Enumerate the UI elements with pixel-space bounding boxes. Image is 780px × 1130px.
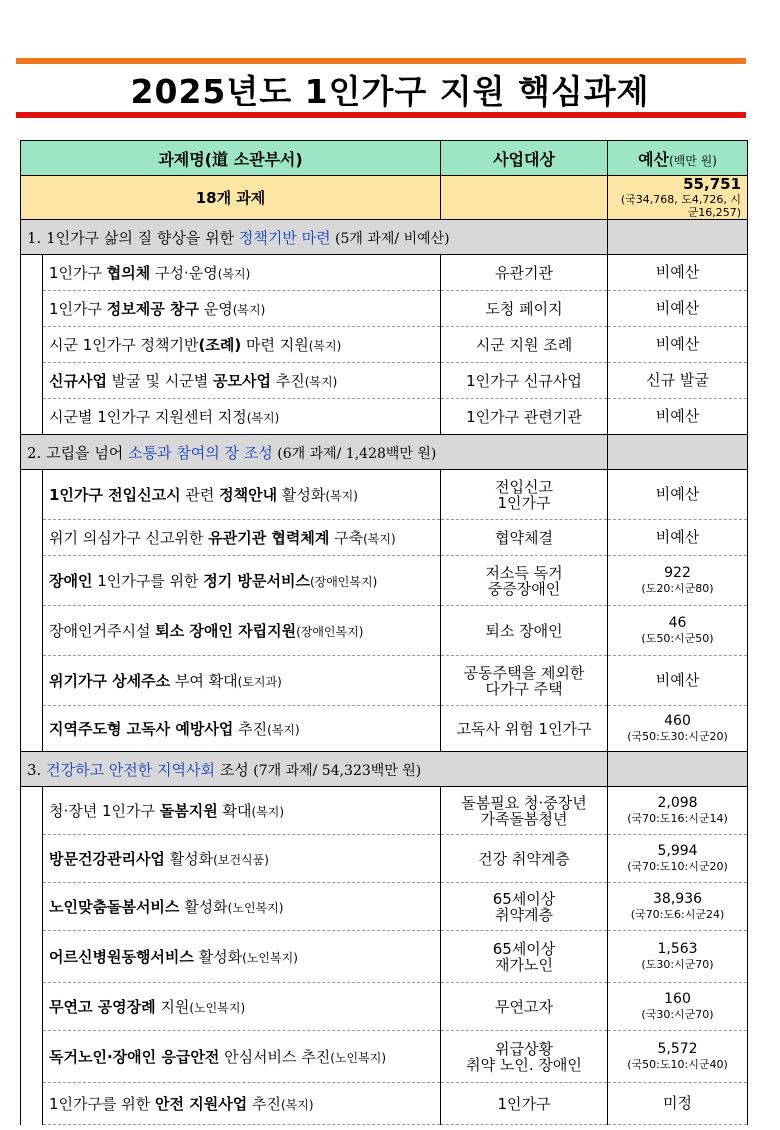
task-budget-detail: (도50:시군50) bbox=[641, 631, 714, 645]
task-name-text: 시군별 1인가구 지원센터 지정 bbox=[49, 408, 247, 426]
table-row bbox=[21, 883, 748, 931]
task-target bbox=[441, 363, 608, 399]
summary-count: 18개 과제 bbox=[21, 176, 441, 220]
task-target bbox=[441, 399, 608, 435]
task-target-text bbox=[447, 891, 601, 923]
title-bottom-bar bbox=[16, 112, 746, 118]
task-name-text: 1인가구 bbox=[49, 264, 107, 282]
task-name-bold: 무연고 공영장례 bbox=[49, 998, 156, 1016]
task-target-line: 도청 페이지 bbox=[485, 299, 563, 318]
task-budget-value: 38,936 bbox=[653, 890, 703, 907]
task-target-line: 1인가구 신규사업 bbox=[466, 371, 582, 390]
task-name-text: 활성화 bbox=[193, 948, 243, 966]
task-name-text: 1인가구를 위한 bbox=[92, 572, 204, 590]
summary-budget bbox=[608, 176, 748, 220]
header-task-name: 과제명(道 소관부서) bbox=[21, 141, 441, 176]
task-name-text: 장애인거주시설 bbox=[49, 622, 156, 640]
task-name bbox=[43, 883, 441, 931]
task-department: (복지) bbox=[232, 303, 266, 317]
task-budget-value: 460 bbox=[664, 712, 691, 729]
task-budget-value: 2,098 bbox=[657, 794, 698, 811]
task-name-text: 확대 bbox=[217, 802, 252, 820]
task-name bbox=[43, 363, 441, 399]
task-target-text bbox=[447, 565, 601, 597]
task-name-text: 청·장년 1인가구 bbox=[49, 802, 160, 820]
header-budget-unit: (백만 원) bbox=[668, 153, 717, 168]
table-row bbox=[21, 787, 748, 835]
task-name-text: 운영 bbox=[198, 300, 233, 318]
task-name-text: 관련 bbox=[180, 486, 220, 504]
table-row bbox=[21, 291, 748, 327]
row-indent bbox=[21, 470, 43, 520]
task-name bbox=[43, 931, 441, 983]
task-target-line: 퇴소 장애인 bbox=[485, 621, 563, 640]
task-name-text: 부여 확대 bbox=[170, 672, 238, 690]
task-name-text: 추진 bbox=[247, 1095, 281, 1113]
task-target bbox=[441, 787, 608, 835]
task-budget-detail: (도30:시군70) bbox=[641, 957, 714, 971]
row-indent bbox=[21, 363, 43, 399]
section-header bbox=[21, 752, 748, 787]
task-name bbox=[43, 399, 441, 435]
task-budget-detail: (국70:도6:시군24) bbox=[630, 907, 725, 921]
task-name-text: 마련 지원 bbox=[241, 336, 309, 354]
task-name-bold: 장애인 bbox=[49, 572, 93, 590]
row-indent bbox=[21, 706, 43, 752]
task-target-line: 재가노인 bbox=[495, 955, 553, 974]
table-row bbox=[21, 656, 748, 706]
section-title bbox=[21, 752, 608, 787]
task-target-line: 취약계층 bbox=[495, 905, 553, 924]
task-name-text: 안심서비스 추진 bbox=[219, 1048, 331, 1066]
task-name-text: 1인가구 bbox=[49, 300, 107, 318]
header-budget-label: 예산 bbox=[638, 149, 669, 169]
task-budget-value: 5,994 bbox=[657, 842, 698, 859]
task-name-text: 구축 bbox=[329, 529, 364, 547]
section-prefix: 1. 1인가구 삶의 질 향상을 위한 bbox=[27, 228, 239, 247]
task-name bbox=[43, 606, 441, 656]
task-department: (노인복지) bbox=[189, 1001, 246, 1015]
title-top-bar bbox=[16, 58, 746, 64]
task-budget bbox=[608, 327, 748, 363]
task-target-text bbox=[447, 479, 601, 511]
task-budget bbox=[608, 883, 748, 931]
summary-empty bbox=[441, 176, 608, 220]
task-department: (복지) bbox=[280, 1098, 314, 1112]
table-row bbox=[21, 706, 748, 752]
task-department: (복지) bbox=[308, 339, 342, 353]
task-name-bold: 신규사업 bbox=[49, 372, 107, 390]
table-row bbox=[21, 556, 748, 606]
task-target bbox=[441, 835, 608, 883]
row-indent bbox=[21, 255, 43, 291]
task-budget bbox=[608, 606, 748, 656]
task-budget-value: 비예산 bbox=[655, 671, 700, 689]
task-budget bbox=[608, 399, 748, 435]
table-row bbox=[21, 931, 748, 983]
task-target-line: 1인가구 bbox=[497, 493, 551, 512]
task-target-text bbox=[447, 301, 601, 317]
task-budget-value: 비예산 bbox=[655, 528, 700, 546]
table-row bbox=[21, 1031, 748, 1083]
task-target-line: 협약체결 bbox=[495, 528, 553, 547]
task-department: (장애인복지) bbox=[309, 575, 378, 589]
table-row bbox=[21, 606, 748, 656]
section-header bbox=[21, 220, 748, 255]
task-name-text: 지원 bbox=[155, 998, 190, 1016]
task-name-bold: 공모사업 bbox=[212, 372, 271, 390]
section-prefix: 3. bbox=[27, 760, 47, 779]
section-note: (5개 과제/ 비예산) bbox=[330, 230, 450, 247]
task-name-bold: 1인가구 전입신고시 bbox=[49, 486, 181, 504]
row-indent bbox=[21, 1083, 43, 1125]
task-budget bbox=[608, 787, 748, 835]
task-name-text: 발굴 및 시군별 bbox=[106, 372, 213, 390]
section-empty bbox=[608, 435, 748, 470]
task-name-bold: 방문건강관리사업 bbox=[49, 850, 165, 868]
task-target bbox=[441, 706, 608, 752]
table-row bbox=[21, 520, 748, 556]
task-budget-detail: (국50:도10:시군40) bbox=[627, 1057, 728, 1071]
task-name-text: 1인가구를 위한 bbox=[49, 1095, 156, 1113]
task-target-line: 위급상황 bbox=[495, 1039, 553, 1058]
task-budget bbox=[608, 983, 748, 1031]
table-row bbox=[21, 255, 748, 291]
task-budget bbox=[608, 556, 748, 606]
task-name bbox=[43, 1083, 441, 1125]
task-target-line: 고독사 위험 1인가구 bbox=[456, 719, 592, 738]
task-table bbox=[20, 140, 748, 1125]
table-row bbox=[21, 983, 748, 1031]
task-budget-value: 비예산 bbox=[655, 407, 700, 425]
table-header bbox=[21, 141, 748, 176]
task-target-text bbox=[447, 1041, 601, 1073]
task-target-text bbox=[447, 941, 601, 973]
task-name-bold: 어르신병원동행서비스 bbox=[49, 948, 194, 966]
task-department: (노인복지) bbox=[227, 901, 284, 915]
section-highlight: 정책기반 마련 bbox=[238, 228, 331, 247]
task-department: (노인복지) bbox=[242, 951, 298, 965]
task-budget-value: 1,563 bbox=[657, 940, 698, 957]
section-suffix: 조성 bbox=[215, 760, 249, 779]
task-name bbox=[43, 470, 441, 520]
task-target-line: 시군 지원 조례 bbox=[475, 335, 573, 354]
task-target bbox=[441, 327, 608, 363]
task-target-line: 돌봄필요 청·중장년 bbox=[461, 793, 587, 812]
row-indent bbox=[21, 291, 43, 327]
section-highlight: 소통과 참여의 장 조성 bbox=[128, 443, 273, 462]
task-name-bold: 돌봄지원 bbox=[159, 802, 218, 820]
task-department: (노인복지) bbox=[330, 1051, 387, 1065]
task-name-text: 위기 의심가구 신고위한 bbox=[49, 529, 209, 547]
page-title: 2025년도 1인가구 지원 핵심과제 bbox=[130, 72, 650, 111]
task-name-bold: 퇴소 장애인 자립지원 bbox=[155, 622, 297, 640]
section-empty bbox=[608, 220, 748, 255]
section-title bbox=[21, 220, 608, 255]
task-name-bold: 지역주도형 고독사 예방사업 bbox=[49, 720, 234, 738]
task-name bbox=[43, 520, 441, 556]
task-target-line: 건강 취약계층 bbox=[478, 849, 570, 868]
task-department: (복지) bbox=[246, 411, 280, 425]
row-indent bbox=[21, 606, 43, 656]
section-note: (7개 과제/ 54,323백만 원) bbox=[248, 762, 422, 779]
task-target-text bbox=[447, 373, 601, 389]
task-name bbox=[43, 983, 441, 1031]
task-target bbox=[441, 931, 608, 983]
task-name-text: 활성화 bbox=[277, 486, 326, 504]
task-budget bbox=[608, 255, 748, 291]
task-name-text: 활성화 bbox=[164, 850, 214, 868]
task-department: (복지) bbox=[251, 805, 285, 819]
task-name-text: 활성화 bbox=[179, 898, 228, 916]
task-target bbox=[441, 470, 608, 520]
task-name-text: 추진 bbox=[233, 720, 268, 738]
task-name-bold: (조례) bbox=[198, 336, 242, 354]
task-target-line: 취약 노인. 장애인 bbox=[466, 1055, 582, 1074]
row-indent bbox=[21, 399, 43, 435]
header-budget bbox=[608, 141, 748, 176]
task-budget bbox=[608, 363, 748, 399]
section-header bbox=[21, 435, 748, 470]
row-indent bbox=[21, 931, 43, 983]
task-budget-value: 5,572 bbox=[657, 1040, 698, 1057]
task-target-text bbox=[447, 851, 601, 867]
task-target-line: 다가구 주택 bbox=[485, 679, 563, 698]
table-row bbox=[21, 327, 748, 363]
row-indent bbox=[21, 327, 43, 363]
task-name-text: 시군 1인가구 정책기반 bbox=[49, 336, 199, 354]
task-target bbox=[441, 255, 608, 291]
task-target bbox=[441, 520, 608, 556]
task-budget-value: 46 bbox=[668, 614, 687, 631]
task-target bbox=[441, 656, 608, 706]
task-target-line: 전입신고 bbox=[495, 477, 553, 496]
summary-total: 55,751 bbox=[683, 175, 742, 193]
table-row bbox=[21, 363, 748, 399]
task-name bbox=[43, 1031, 441, 1083]
task-target-line: 1인가구 bbox=[497, 1094, 551, 1113]
task-department: (복지) bbox=[325, 489, 358, 503]
task-target-text bbox=[447, 1096, 601, 1112]
task-department: (복지) bbox=[217, 267, 251, 281]
task-name-bold: 정책안내 bbox=[219, 486, 278, 504]
task-budget bbox=[608, 656, 748, 706]
row-indent bbox=[21, 556, 43, 606]
task-target-line: 중증장애인 bbox=[487, 579, 561, 598]
section-empty bbox=[608, 752, 748, 787]
table-row bbox=[21, 835, 748, 883]
task-target-text bbox=[447, 265, 601, 281]
task-target-text bbox=[447, 409, 601, 425]
task-target-line: 유관기관 bbox=[495, 263, 553, 282]
task-name-bold: 정보제공 창구 bbox=[106, 300, 199, 318]
table-row bbox=[21, 399, 748, 435]
task-budget-value: 비예산 bbox=[655, 485, 700, 503]
task-budget-detail: (국50:도30:시군20) bbox=[627, 729, 728, 743]
summary-breakdown: (국34,768, 도4,726, 시군16,257) bbox=[620, 193, 742, 219]
task-budget-detail: (국70:도10:시군20) bbox=[627, 859, 728, 873]
row-indent bbox=[21, 787, 43, 835]
task-department: (보건식품) bbox=[213, 853, 269, 867]
task-name-text: 구성·운영 bbox=[150, 264, 218, 282]
task-target-text bbox=[447, 795, 601, 827]
task-name-bold: 협의체 bbox=[106, 264, 151, 282]
task-budget bbox=[608, 1031, 748, 1083]
task-name-bold: 위기가구 상세주소 bbox=[49, 672, 171, 690]
task-target-line: 공동주택을 제외한 bbox=[463, 663, 585, 682]
row-indent bbox=[21, 883, 43, 931]
task-target bbox=[441, 983, 608, 1031]
task-name-bold: 독거노인·장애인 응급안전 bbox=[49, 1048, 220, 1066]
task-name bbox=[43, 327, 441, 363]
task-target bbox=[441, 1031, 608, 1083]
row-indent bbox=[21, 656, 43, 706]
task-target bbox=[441, 883, 608, 931]
row-indent bbox=[21, 520, 43, 556]
task-target-line: 1인가구 관련기관 bbox=[466, 407, 582, 426]
task-budget bbox=[608, 931, 748, 983]
row-indent bbox=[21, 835, 43, 883]
task-name bbox=[43, 835, 441, 883]
row-indent bbox=[21, 1031, 43, 1083]
task-budget bbox=[608, 1083, 748, 1125]
summary-row bbox=[21, 176, 748, 220]
task-target-text bbox=[447, 530, 601, 546]
task-target-text bbox=[447, 999, 601, 1015]
task-budget-detail: (국30:시군70) bbox=[641, 1007, 714, 1021]
task-name-bold: 유관기관 협력체계 bbox=[208, 529, 330, 547]
task-name bbox=[43, 291, 441, 327]
task-department: (토지과) bbox=[237, 675, 282, 689]
task-name bbox=[43, 255, 441, 291]
task-name-bold: 정기 방문서비스 bbox=[203, 572, 310, 590]
section-prefix: 2. 고립을 넘어 bbox=[27, 443, 129, 462]
task-budget-value: 비예산 bbox=[655, 335, 700, 353]
task-target-line: 65세이상 bbox=[492, 939, 556, 958]
header-target: 사업대상 bbox=[441, 141, 608, 176]
task-department: (복지) bbox=[363, 532, 396, 546]
task-department: (복지) bbox=[267, 723, 300, 737]
task-target-line: 65세이상 bbox=[492, 889, 556, 908]
task-budget bbox=[608, 835, 748, 883]
task-budget bbox=[608, 520, 748, 556]
task-budget-value: 신규 발굴 bbox=[646, 371, 709, 389]
table-row bbox=[21, 1083, 748, 1125]
task-budget-value: 160 bbox=[664, 990, 691, 1007]
task-budget bbox=[608, 291, 748, 327]
task-name-bold: 노인맞춤돌봄서비스 bbox=[49, 898, 180, 916]
task-target-line: 저소득 독거 bbox=[485, 563, 563, 582]
task-budget-value: 922 bbox=[664, 564, 691, 581]
task-budget-detail: (도20:시군80) bbox=[641, 581, 714, 595]
task-target bbox=[441, 291, 608, 327]
row-indent bbox=[21, 983, 43, 1031]
task-name bbox=[43, 706, 441, 752]
task-name bbox=[43, 656, 441, 706]
task-target bbox=[441, 606, 608, 656]
task-budget-value: 비예산 bbox=[655, 299, 700, 317]
task-department: (복지) bbox=[304, 375, 338, 389]
task-target bbox=[441, 1083, 608, 1125]
task-target-line: 가족돌봄청년 bbox=[480, 809, 568, 828]
task-target-text bbox=[447, 623, 601, 639]
task-target-text bbox=[447, 337, 601, 353]
task-budget-value: 미정 bbox=[663, 1094, 692, 1112]
section-title bbox=[21, 435, 608, 470]
task-budget bbox=[608, 470, 748, 520]
task-target-line: 무연고자 bbox=[495, 997, 553, 1016]
task-budget bbox=[608, 706, 748, 752]
task-name-text: 추진 bbox=[270, 372, 305, 390]
section-note: (6개 과제/ 1,428백만 원) bbox=[272, 445, 437, 462]
table-row bbox=[21, 470, 748, 520]
task-budget-detail: (국70:도16:시군14) bbox=[627, 811, 728, 825]
task-department: (장애인복지) bbox=[296, 625, 364, 639]
task-name bbox=[43, 787, 441, 835]
task-name bbox=[43, 556, 441, 606]
section-highlight: 건강하고 안전한 지역사회 bbox=[46, 760, 216, 779]
task-budget-value: 비예산 bbox=[655, 263, 700, 281]
task-name-bold: 안전 지원사업 bbox=[155, 1095, 248, 1113]
task-target bbox=[441, 556, 608, 606]
task-target-text bbox=[447, 665, 601, 697]
task-target-text bbox=[447, 721, 601, 737]
